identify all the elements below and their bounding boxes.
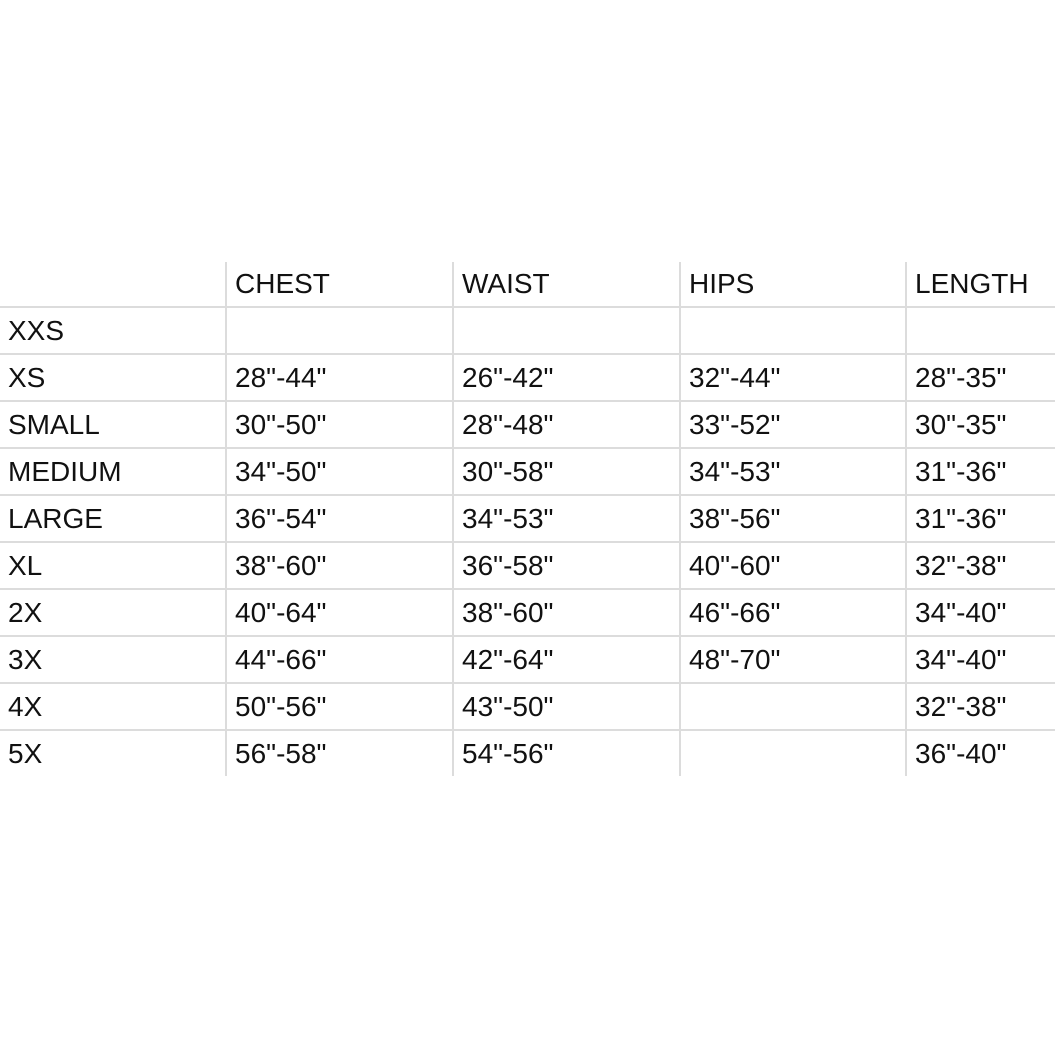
waist-cell: 26"-42" xyxy=(453,354,680,401)
chest-cell: 34"-50" xyxy=(226,448,453,495)
table-row xyxy=(0,495,1055,542)
waist-cell: 43"-50" xyxy=(453,683,680,730)
size-cell: MEDIUM xyxy=(0,448,226,495)
length-cell: 32"-38" xyxy=(906,542,1055,589)
waist-cell xyxy=(453,307,680,354)
table-row xyxy=(0,401,1055,448)
chest-cell: 36"-54" xyxy=(226,495,453,542)
size-cell: XS xyxy=(0,354,226,401)
waist-cell: 54"-56" xyxy=(453,730,680,776)
size-cell: 4X xyxy=(0,683,226,730)
length-cell: 34"-40" xyxy=(906,636,1055,683)
length-cell: 28"-35" xyxy=(906,354,1055,401)
length-cell: 34"-40" xyxy=(906,589,1055,636)
table-row xyxy=(0,542,1055,589)
size-cell: 2X xyxy=(0,589,226,636)
table-row xyxy=(0,636,1055,683)
chest-cell: 56"-58" xyxy=(226,730,453,776)
length-cell: 30"-35" xyxy=(906,401,1055,448)
size-cell: XXS xyxy=(0,307,226,354)
waist-cell: 38"-60" xyxy=(453,589,680,636)
chest-cell: 28"-44" xyxy=(226,354,453,401)
chest-cell: 30"-50" xyxy=(226,401,453,448)
length-cell xyxy=(906,307,1055,354)
header-hips: HIPS xyxy=(680,262,906,307)
chest-cell: 50"-56" xyxy=(226,683,453,730)
size-cell: XL xyxy=(0,542,226,589)
table-row xyxy=(0,354,1055,401)
size-cell: 5X xyxy=(8,737,43,769)
hips-cell: 38"-56" xyxy=(680,495,906,542)
table-row xyxy=(0,307,1055,354)
size-cell: 3X xyxy=(0,636,226,683)
length-cell: 36"-40" xyxy=(906,730,1055,776)
length-cell: 31"-36" xyxy=(906,448,1055,495)
header-waist: WAIST xyxy=(453,262,680,307)
size-chart-table xyxy=(0,262,1055,776)
hips-cell: 32"-44" xyxy=(680,354,906,401)
waist-cell: 28"-48" xyxy=(453,401,680,448)
length-cell: 31"-36" xyxy=(906,495,1055,542)
table-row xyxy=(0,730,1055,776)
table-row xyxy=(0,448,1055,495)
header-length: LENGTH xyxy=(906,262,1055,307)
hips-cell: 40"-60" xyxy=(680,542,906,589)
size-cell: SMALL xyxy=(0,401,226,448)
header-row xyxy=(0,262,1055,307)
size-cell: LARGE xyxy=(0,495,226,542)
header-size xyxy=(0,262,226,307)
length-cell: 32"-38" xyxy=(906,683,1055,730)
hips-cell: 48"-70" xyxy=(680,636,906,683)
hips-cell: 46"-66" xyxy=(680,589,906,636)
table-row xyxy=(0,683,1055,730)
chest-cell: 40"-64" xyxy=(226,589,453,636)
waist-cell: 30"-58" xyxy=(453,448,680,495)
hips-cell xyxy=(680,307,906,354)
chest-cell: 44"-66" xyxy=(226,636,453,683)
waist-cell: 42"-64" xyxy=(453,636,680,683)
hips-cell: 33"-52" xyxy=(680,401,906,448)
chest-cell xyxy=(226,307,453,354)
hips-cell: 34"-53" xyxy=(680,448,906,495)
waist-cell: 36"-58" xyxy=(453,542,680,589)
waist-cell: 34"-53" xyxy=(453,495,680,542)
hips-cell xyxy=(680,730,906,776)
hips-cell xyxy=(680,683,906,730)
header-chest: CHEST xyxy=(226,262,453,307)
chest-cell: 38"-60" xyxy=(226,542,453,589)
table-row xyxy=(0,589,1055,636)
